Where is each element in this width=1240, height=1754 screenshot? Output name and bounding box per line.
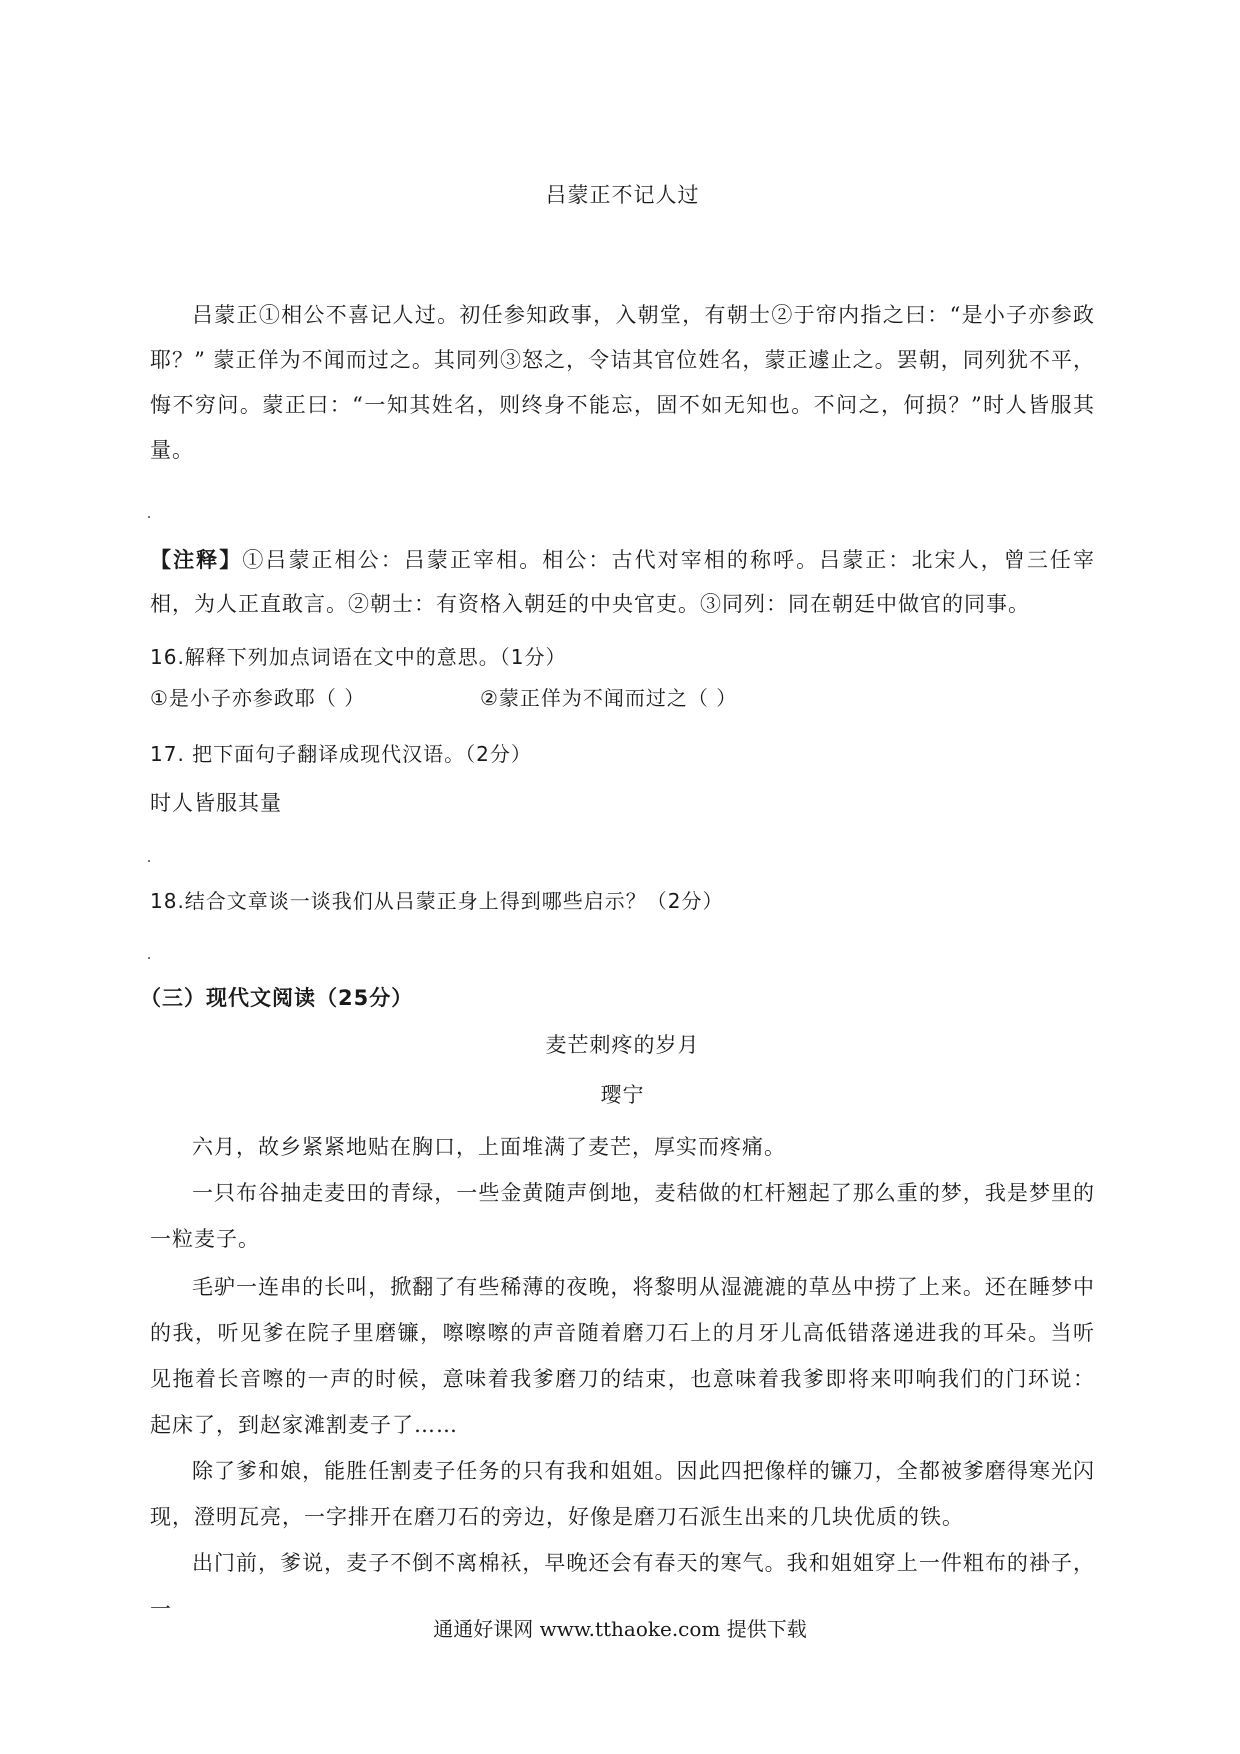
page-footer: 通通好课网 www.tthaoke.com 提供下载 — [433, 1617, 807, 1641]
article-paragraph: 一只布谷抽走麦田的青绿，一些金黄随声倒地，麦秸做的杠杆翘起了那么重的梦，我是梦里的一粒麦子。 — [150, 1181, 1095, 1251]
passage-title: 吕蒙正不记人过 — [545, 183, 700, 207]
section-heading: （三）现代文阅读（25分） — [140, 986, 414, 1010]
question-16: 16.解释下列加点词语在文中的意思。（1分） — [150, 645, 567, 669]
question-16-items — [150, 684, 1095, 713]
article-title: 麦芒刺疼的岁月 — [545, 1033, 700, 1057]
scan-mark — [148, 957, 150, 959]
article-paragraph: 毛驴一连串的长叫，掀翻了有些稀薄的夜晚，将黎明从湿漉漉的草丛中捞了上来。还在睡梦中的我，听见爹在院子里磨镰，嚓嚓嚓的声音随着磨刀石上的月牙儿高低错落递进我的耳朵。当听见拖着长音嚓的一声的时候，意味着我爹磨刀的结束，也意味着我爹即将来叩响我们的门环说：起床了，到赵家滩割麦子了…… — [150, 1275, 1095, 1437]
question-16-item-2: ②蒙正佯为不闻而过之（ ） — [480, 686, 738, 710]
scan-mark — [148, 860, 150, 862]
question-17-sentence: 时人皆服其量 — [150, 791, 282, 815]
question-18: 18.结合文章谈一谈我们从吕蒙正身上得到哪些启示？（2分） — [150, 889, 724, 913]
notes-label: 【注释】 — [150, 547, 243, 572]
article-author: 璎宁 — [600, 1083, 645, 1107]
article-paragraph: 出门前，爹说，麦子不倒不离棉袄，早晚还会有春天的寒气。我和姐姐穿上一件粗布的褂子，一 — [150, 1551, 1095, 1621]
article-paragraph: 六月，故乡紧紧地贴在胸口，上面堆满了麦芒，厚实而疼痛。 — [192, 1135, 786, 1159]
article-paragraph: 除了爹和娘，能胜任割麦子任务的只有我和姐姐。因此四把像样的镰刀，全都被爹磨得寒光闪现，澄明瓦亮，一字排开在磨刀石的旁边，好像是磨刀石派生出来的几块优质的铁。 — [150, 1459, 1095, 1529]
passage-body: 吕蒙正①相公不喜记人过。初任参知政事，入朝堂，有朝士②于帘内指之曰：“是小子亦参政耶？” 蒙正佯为不闻而过之。其同列③怒之，令诘其官位姓名，蒙正遽止之。罢朝，同列犹不平，悔不穷问。蒙正曰：“一知其姓名，则终身不能忘，固不如无知也。不问之，何损？”时人皆服其量。 — [150, 303, 1095, 462]
notes-text: ①吕蒙正相公：吕蒙正宰相。相公：古代对宰相的称呼。吕蒙正：北宋人，曾三任宰相，为人正直敢言。②朝士：有资格入朝廷的中央官吏。③同列：同在朝廷中做官的同事。 — [150, 548, 1096, 616]
question-17: 17. 把下面句子翻译成现代汉语。（2分） — [150, 742, 532, 766]
scan-mark — [148, 516, 150, 518]
question-16-item-1: ①是小子亦参政耶（ ） — [150, 686, 366, 710]
notes — [150, 538, 1095, 626]
